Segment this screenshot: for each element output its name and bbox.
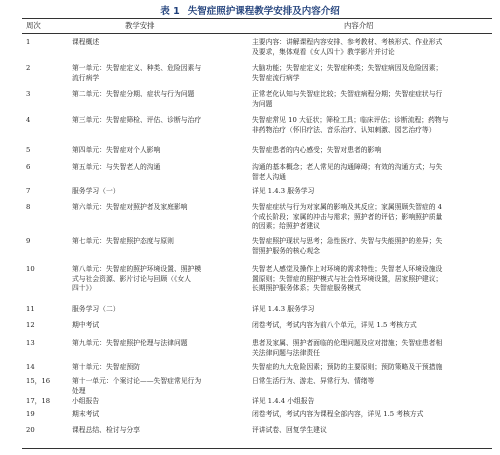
plan-line: 第六单元：失智症对照护者及家庭影响 [72,203,188,211]
content-line: 详见 1.4.3 服务学习 [252,187,315,195]
header-plan: 教学安排 [125,21,155,30]
content-line: 大脑功能；失智症定义；失智症种类；失智症病因及危险因素； [252,64,443,72]
plan-line: 四十》） [72,284,96,292]
week-cell: 4 [26,116,31,124]
content-line: 失智症常见 10 大征状；筛检工具；临床评估；诊断流程；药物与 [252,116,449,124]
content-line: 非药物治疗（怀旧疗法、音乐治疗、认知刺激、园艺治疗等） [252,125,436,134]
week-cell: 9 [26,237,31,245]
week-cell: 15，16 [26,377,51,385]
content-line: 详见 1.4.3 服务学习 [252,305,315,313]
top-rule [22,18,492,19]
week-cell: 13 [26,339,35,347]
plan-line: 课程总结、检讨与分享 [72,426,140,434]
content-line: 评讲试卷、回复学生建议 [252,426,327,434]
content-line: 关法律问题与法律责任 [252,348,320,357]
week-cell: 3 [26,90,31,98]
week-cell: 17，18 [26,397,51,405]
week-cell: 8 [26,203,31,211]
content-line: 闭卷考试，考试内容为前八个单元，详见 1.5 考核方式 [252,321,417,329]
week-cell: 5 [26,146,31,154]
plan-line: 期末考试 [72,410,100,418]
content-line: 为问题 [252,99,273,108]
content-line: 失智症的九大危险因素；预防的主要原则；预防策略及干预措施 [252,363,443,371]
content-line: 日常生活行为、游走、异常行为、情绪等 [252,377,375,385]
plan-line: 流行病学 [72,73,100,82]
plan-line: 处理 [72,386,86,395]
plan-line: 第十单元：失智症预防 [72,363,140,371]
plan-line: 第一单元：失智症定义、种类、危险因素与 [72,64,202,72]
week-cell: 6 [26,163,31,171]
plan-line: 服务学习（二） [72,305,120,313]
plan-line: 第七单元：失智症照护态度与原则 [72,237,174,245]
plan-line: 第二单元：失智症分期、症状与行为问题 [72,90,195,98]
content-line: 长期照护服务体系；失智症服务模式 [252,284,361,292]
content-line: 失智症症状与行为对家属的影响及其反应；家属照顾失智症的 4 [252,203,442,211]
plan-line: 第九单元：失智症照护伦理与法律问题 [72,339,188,347]
content-line: 失智老人感觉及操作上对环境的需求特性；失智老人环境设施设 [252,265,443,273]
week-cell: 1 [26,38,31,46]
table-title: 失智症照护课程教学安排及内容介绍 [187,6,340,17]
header-content: 内容介绍 [344,21,374,30]
week-cell: 11 [26,305,35,313]
content-line: 失智症流行病学 [252,73,300,82]
content-line: 患者及家属、照护者面临的伦理问题及应对措施；失智症患者相 [252,339,443,347]
week-cell: 19 [26,410,35,418]
content-line: 智照护服务的核心观念 [252,246,320,255]
week-cell: 14 [26,363,35,371]
week-cell: 20 [26,426,35,434]
plan-line: 小组报告 [72,397,100,405]
content-line: 失智症患者的内心感受；失智对患者的影响 [252,146,382,154]
table-caption [0,3,500,17]
plan-line: 期中考试 [72,321,100,329]
content-line: 失智症照护现状与思考；急性医疗、失智与失能照护的差异；失 [252,237,443,245]
plan-line: 式与社会资源、影片讨论与回顾（《女人 [72,274,191,283]
plan-line: 第五单元：与失智老人的沟通 [72,163,161,171]
week-cell: 7 [26,187,31,195]
content-line: 智老人沟通 [252,172,286,181]
header-rule [22,33,492,34]
content-line: 闭卷考试，考试内容为课程全部内容，详见 1.5 考核方式 [252,410,424,418]
table-number: 表 1 [160,6,180,17]
bottom-rule [22,448,492,449]
content-line: 个成长阶段；家属的冲击与需求；照护者的评估；影响照护质量 [252,212,443,221]
content-line: 置原则；失智症的照护模式与社会性环境设置，居家照护建议； [252,274,443,283]
week-cell: 10 [26,265,35,273]
content-line: 正常老化认知与失智症比较；失智症病程分期；失智症症状与行 [252,90,443,98]
plan-line: 第十一单元：个案讨论——失智症常见行为 [72,377,202,385]
content-line: 沟通的基本概念；老人常见的沟通障碍；有效的沟通方式；与失 [252,163,443,171]
content-line: 的因素；给照护者建议 [252,222,320,230]
plan-line: 第四单元：失智症对个人影响 [72,146,161,154]
content-line: 主要内容：讲解课程内容安排、参考教材、考核形式、作业形式 [252,38,443,46]
plan-line: 第三单元：失智症筛检、评估、诊断与治疗 [72,116,202,124]
plan-line: 第八单元：失智症的照护环境设置、照护模 [72,265,202,273]
week-cell: 2 [26,64,31,72]
content-line: 详见 1.4.4 小组报告 [252,397,315,405]
plan-line: 服务学习（一） [72,187,120,195]
plan-line: 课程概述 [72,38,100,46]
content-line: 及要求，集体观看《女人四十》教学影片并讨论 [252,47,395,56]
week-cell: 12 [26,321,35,329]
header-week: 周次 [26,21,41,30]
